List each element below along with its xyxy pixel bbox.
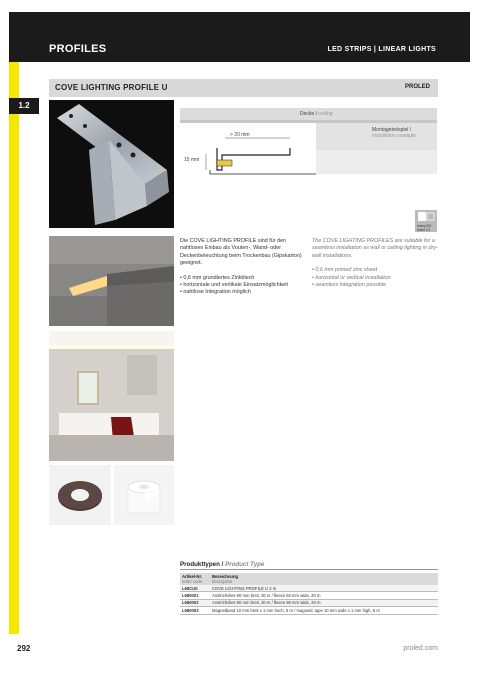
header-title: PROFILES <box>49 43 107 55</box>
product-types-section <box>180 561 438 615</box>
section-title: COVE LIGHTING PROFILE U <box>55 83 168 92</box>
website-link[interactable]: proled.com <box>403 645 438 652</box>
product-types-title: Produkttypen / Product Type <box>180 561 438 570</box>
feature-en-1: • 0,6 mm primed zinc sheet <box>312 267 378 274</box>
feature-en-3: • seamless integration possible <box>312 282 387 289</box>
order-code-cell: L68CU0 <box>180 585 210 592</box>
description-cell: Anstrichvlies 60 mm breit, 20 m / fleece 60 mm wide, 20 m <box>210 592 438 599</box>
product-table <box>180 573 438 615</box>
installation-diagram <box>180 108 437 210</box>
table-row <box>180 599 438 606</box>
dimension-20mm-label: > 20 mm <box>230 132 250 138</box>
fleece-roll-photo <box>114 465 174 525</box>
order-code-cell: L680003 <box>180 607 210 614</box>
table-row <box>180 592 438 599</box>
table-row <box>180 607 438 614</box>
order-code-cell: L680002 <box>180 599 210 606</box>
order-code-header: Artikel-Nr. order code <box>180 573 210 585</box>
installation-example-label: Montagebeispiel / installation example <box>372 127 416 139</box>
description-cell: COVE LIGHTING PROFILE U 2 m <box>210 585 438 592</box>
feature-en-2: • horizontal or vertical installation <box>312 274 391 281</box>
order-code-cell: L680001 <box>180 592 210 599</box>
description-english <box>312 238 438 289</box>
table-header-row <box>180 573 438 585</box>
table-row <box>180 585 438 592</box>
section-bar <box>49 79 438 97</box>
yellow-side-bar <box>9 62 19 634</box>
bathroom-photo <box>49 331 174 461</box>
chapter-number: 1.2 <box>9 98 39 114</box>
description-de-text: Die COVE LIGHTING PROFILE sind für den nahtlosen Einbau als Vouten-, Wand- oder Deckenbeleuchtung beim Trockenbau (Gipskarton) geeignet. <box>180 238 302 267</box>
page-header <box>9 12 470 62</box>
ceiling-label: Decke / ceiling <box>300 111 333 117</box>
profile-photo <box>49 100 174 228</box>
page-number: 292 <box>17 644 31 653</box>
description-en-text: The COVE LIGHTING PROFILES are suitable for a seamless installation as wall or ceiling lighting in dry-wall installations. <box>312 238 438 259</box>
description-header: Bezeichnung description <box>210 573 438 585</box>
magnetic-tape-photo <box>49 465 111 525</box>
dimension-15mm-label: 15 mm <box>184 157 200 163</box>
description-cell: Anstrichvlies 90 mm breit, 20 m / fleece 90 mm wide, 20 m <box>210 599 438 606</box>
certification-label: heavy EM sheet 1/1 <box>417 224 432 232</box>
feature-de-1: • 0,6 mm grundiertes Zinkblech <box>180 274 255 281</box>
description-cell: Magnetband 10 mm breit x 1 mm hoch, 5 m / magnetic tape 10 mm wide x 1 mm high, 5 m <box>210 607 438 614</box>
feature-de-2: • horizontale und vertikale Einsatzmöglichkeit <box>180 282 288 289</box>
brand-logo: PROLED <box>404 84 430 90</box>
certification-badge <box>415 210 437 232</box>
cove-installation-photo <box>49 236 174 326</box>
description-german <box>180 238 303 297</box>
header-category: LED STRIPS | LINEAR LIGHTS <box>327 46 436 53</box>
feature-de-3: • nahtlose Integration möglich <box>180 289 251 296</box>
